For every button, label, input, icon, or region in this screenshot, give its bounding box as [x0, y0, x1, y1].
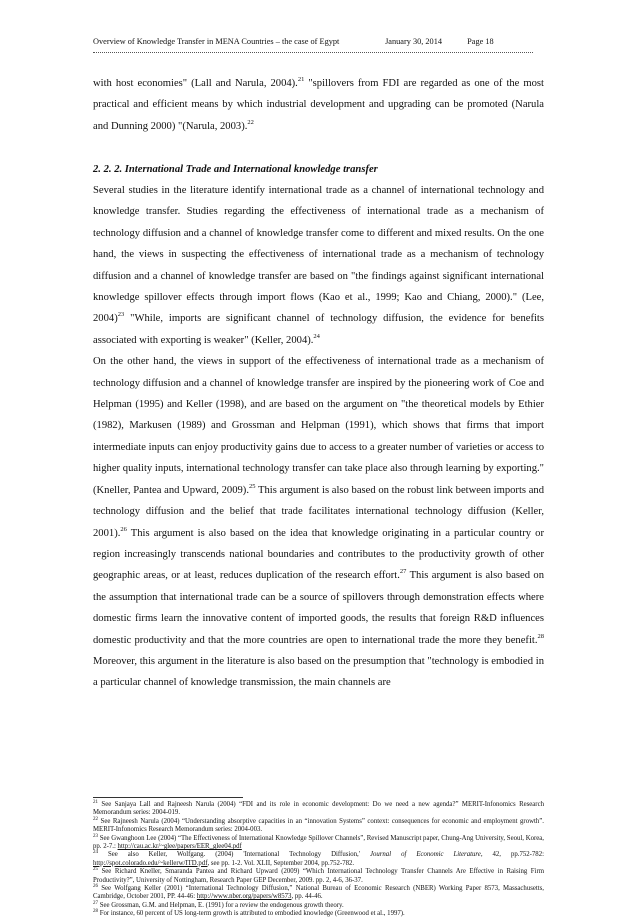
paragraph-trade-channel: Several studies in the literature identify international trade as a channel of international technology and knowledge transfer. Studies regarding the effectiveness of international trade as a mechanism of technology diffusion and a channel of knowledge transfer come to different and mixed results. On the one hand, the views in suspecting the effectiveness of international trade as a mechanism of technology diffusion and a channel of knowledge transfer are based on "the findings against significant international knowledge spillover effects through import flows (Kao et al., 1999; Kao and Chiang, 2000)." (Lee, 2004)$^{23}$ "While, imports are significant channel of technology diffusion, the evidence for benefits associated with exporting is weaker" (Keller, 2004).$^{24}$ [93, 185, 544, 346]
paragraph-fdi-spillovers: with host economies" (Lall and Narula, 2004).$^{21}$ "spillovers from FDI are regarded as one of the most practical and efficient means by which industrial development and upgrading can be promoted (Narula and Dunning 2000) "(Narula, 2003).$^{22}$ [93, 76, 544, 132]
footnote-ref-21[interactable]: 21 [297, 76, 305, 83]
paragraph-support-views: On the other hand, the views in support of the effectiveness of international trade as a mechanism of technology diffusion and a channel of knowledge transfer are inspired by the pioneering work of Coe and Helpman (1995) and Keller (1998), and are based on the argument on "the theoretical models by Ethier (1982), Markusen (1989) and Grossman and Helpman (1991), which shows that firms that import intermediate inputs can enjoy productivity gains due to access to a greater number of varieties or access to higher quality inputs, international technology transfer can take place also through learning by exporting." (Kneller, Pantea and Upward, 2009).$^{25}$ This argument is also based on the robust link between imports and technology diffusion and the belief that trade facilitates international technology diffusion (Keller, 2001).$^{26}$ This argument is also based on the idea that knowledge originating in a particular country or region increasingly transcends national boundaries and contributes to the productivity growth of other geographic areas, or at least, reduces duplication of the research effort.$^{27}$ This argument is also based on the assumption that international trade can be a source of spillovers through demonstration effects where domestic firms learn the innovative content of imported goods, the results that foreign R&D influences domestic productivity and that the more countries are open to international trade the more they benefit.$^{28}$ Moreover, this argument in the literature is also based on the presumption that "technology is embodied in a particular channel of knowledge transmission, the main channels are [93, 356, 544, 689]
header-date: January 30, 2014 [385, 37, 442, 46]
footnote-27: $^{27}$ See Grossman, G.M. and Helpman, E. (1991) for a review the endogenous growth theory. [93, 900, 344, 909]
footnote-ref-23[interactable]: 23 [117, 311, 125, 319]
footnote-21: $^{21}$ See Sanjaya Lall and Rajneesh Narula (2004) “FDI and its role in economic development: Do we need a new agenda?” MERIT-Infonomics Research Memorandum series: 2004-019. [93, 800, 544, 817]
footnote-divider [93, 797, 243, 798]
header-page-number: Page 18 [467, 37, 494, 46]
spacer [93, 137, 544, 158]
footnotes [93, 801, 544, 919]
page-header [93, 37, 533, 46]
footnote-22: $^{22}$ See Rajneesh Narula (2004) “Understanding absorptive capacities in an “innovation Systems” context: consequences for economic and employment growth”. MERIT-Infonomics Research Memorandum series: 2004-003. [93, 816, 544, 834]
footnote-ref-27[interactable]: 27 [399, 568, 407, 576]
footnote-ref-25[interactable]: 25 [248, 482, 256, 490]
footnote-26-link[interactable]: http://www.nber.org/papers/w8573 [196, 893, 292, 901]
footnote-25: $^{25}$ See Richard Kneller, Smaranda Pantea and Richard Upward (2009) “Which International Technology Transfer Channels Are Effective in Raising Firm Productivity?”, University of Nottingham, Research Paper GEP December, 2009. pp. 2, 4-6, 36-37. [93, 867, 544, 884]
section-heading: 2. 2. 2. International Trade and International knowledge transfer [93, 163, 378, 175]
header-divider [93, 52, 533, 53]
footnote-23-link[interactable]: http://cau.ac.kr/~glee/papers/EER_glee04.pdf [117, 843, 242, 851]
header-title: Overview of Knowledge Transfer in MENA Countries – the case of Egypt [93, 37, 340, 46]
footnote-ref-28[interactable]: 28 [537, 632, 544, 640]
footnote-24: $^{24}$ See also Keller, Wolfgang. (2004) 'International Technology Diffusion,' Journal of Economic Literature, 42, pp.752-782: http://spot.colorado.edu/~kellerw/ITD.pdf, see pp. 1-2. Vol. XLII, September 2004, pp.752-782. [93, 850, 544, 867]
footnote-26: $^{26}$ See Wolfgang Keller (2001) “International Technology Diffusion,” National Bureau of Economic Research (NBER) Working Paper 8573, Massachusetts, Cambridge, October 2001, PP. 44-46: http://www.nber.org/papers/w8573, pp. 44-46. [93, 884, 544, 901]
footnote-24-link[interactable]: http://spot.colorado.edu/~kellerw/ITD.pdf [93, 859, 208, 867]
footnote-ref-26[interactable]: 26 [120, 525, 127, 533]
journal-title: Journal of Economic Literature [369, 851, 481, 859]
main-text [93, 73, 544, 694]
footnote-ref-22[interactable]: 22 [247, 118, 254, 126]
footnote-ref-24[interactable]: 24 [313, 332, 320, 340]
footnote-23: $^{23}$ See Gwanghoon Lee (2004) “The Effectiveness of International Knowledge Spillover Channels”, Revised Manuscript paper, Chung-Ang University, Seoul, Korea, pp. 2-7.: http://cau.ac.kr/~glee/papers/EER_glee04.pdf [93, 833, 544, 851]
footnote-28: $^{28}$ For instance, 60 percent of US long-term growth is attributed to embodied knowledge (Greenwood et al., 1997). [93, 909, 405, 918]
